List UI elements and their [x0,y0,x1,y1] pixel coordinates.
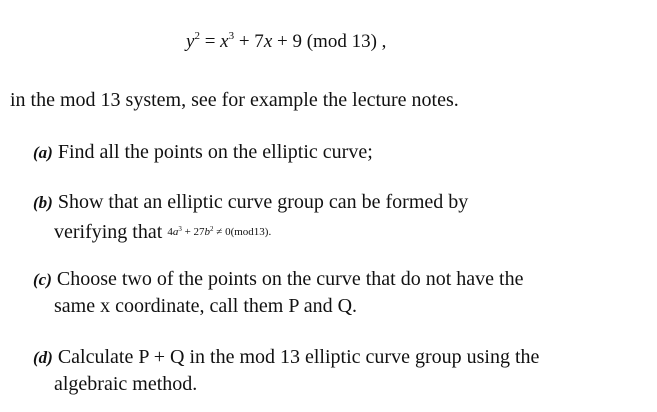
intro-text: in the mod 13 system, see for example the lecture notes. [10,89,459,111]
cond-not-equal: ≠ [213,226,226,238]
eq-x-exponent: 3 [228,30,235,42]
part-c-label: (c) [33,270,52,289]
part-a-text: Find all the points on the elliptic curve; [52,141,373,163]
eq-plus-7: + 7 [234,31,264,52]
part-c [33,266,643,319]
discriminant-condition [167,226,271,238]
part-d [33,344,643,397]
cond-plus-27: + 27 [181,226,205,238]
cond-var-b: b [204,226,211,238]
part-b-text-line2: verifying that [54,221,168,243]
eq-modulus: (mod 13) [301,31,377,52]
part-d-text-line2: algebraic method. [54,373,198,395]
part-d-text-line1: Calculate P + Q in the mod 13 elliptic curve group using the [52,346,540,368]
part-b-label: (b) [33,193,53,212]
eq-y-exponent: 2 [194,30,200,42]
part-d-label: (d) [33,348,53,367]
curve-equation [186,30,386,53]
part-a [33,139,643,166]
part-b-text-line1: Show that an elliptic curve group can be formed by [52,191,469,213]
part-c-text-line2: same x coordinate, call them P and Q. [54,295,358,317]
cond-exp-2: 2 [210,225,214,233]
cond-var-a: a [172,226,179,238]
eq-y: y [186,31,195,52]
cond-exp-3: 3 [178,225,182,233]
eq-trailing-comma: , [376,31,387,52]
cond-coef-4: 4 [167,226,173,238]
eq-x2: x [263,31,273,52]
eq-plus-9: + 9 [272,31,302,52]
part-b [33,189,643,245]
part-c-text-line1: Choose two of the points on the curve that do not have the [51,268,524,290]
part-a-label: (a) [33,143,53,162]
cond-rhs: 0(mod13). [225,226,272,238]
part-b-line2 [33,216,643,245]
eq-x: x [220,31,229,52]
eq-equals: = [199,31,221,52]
